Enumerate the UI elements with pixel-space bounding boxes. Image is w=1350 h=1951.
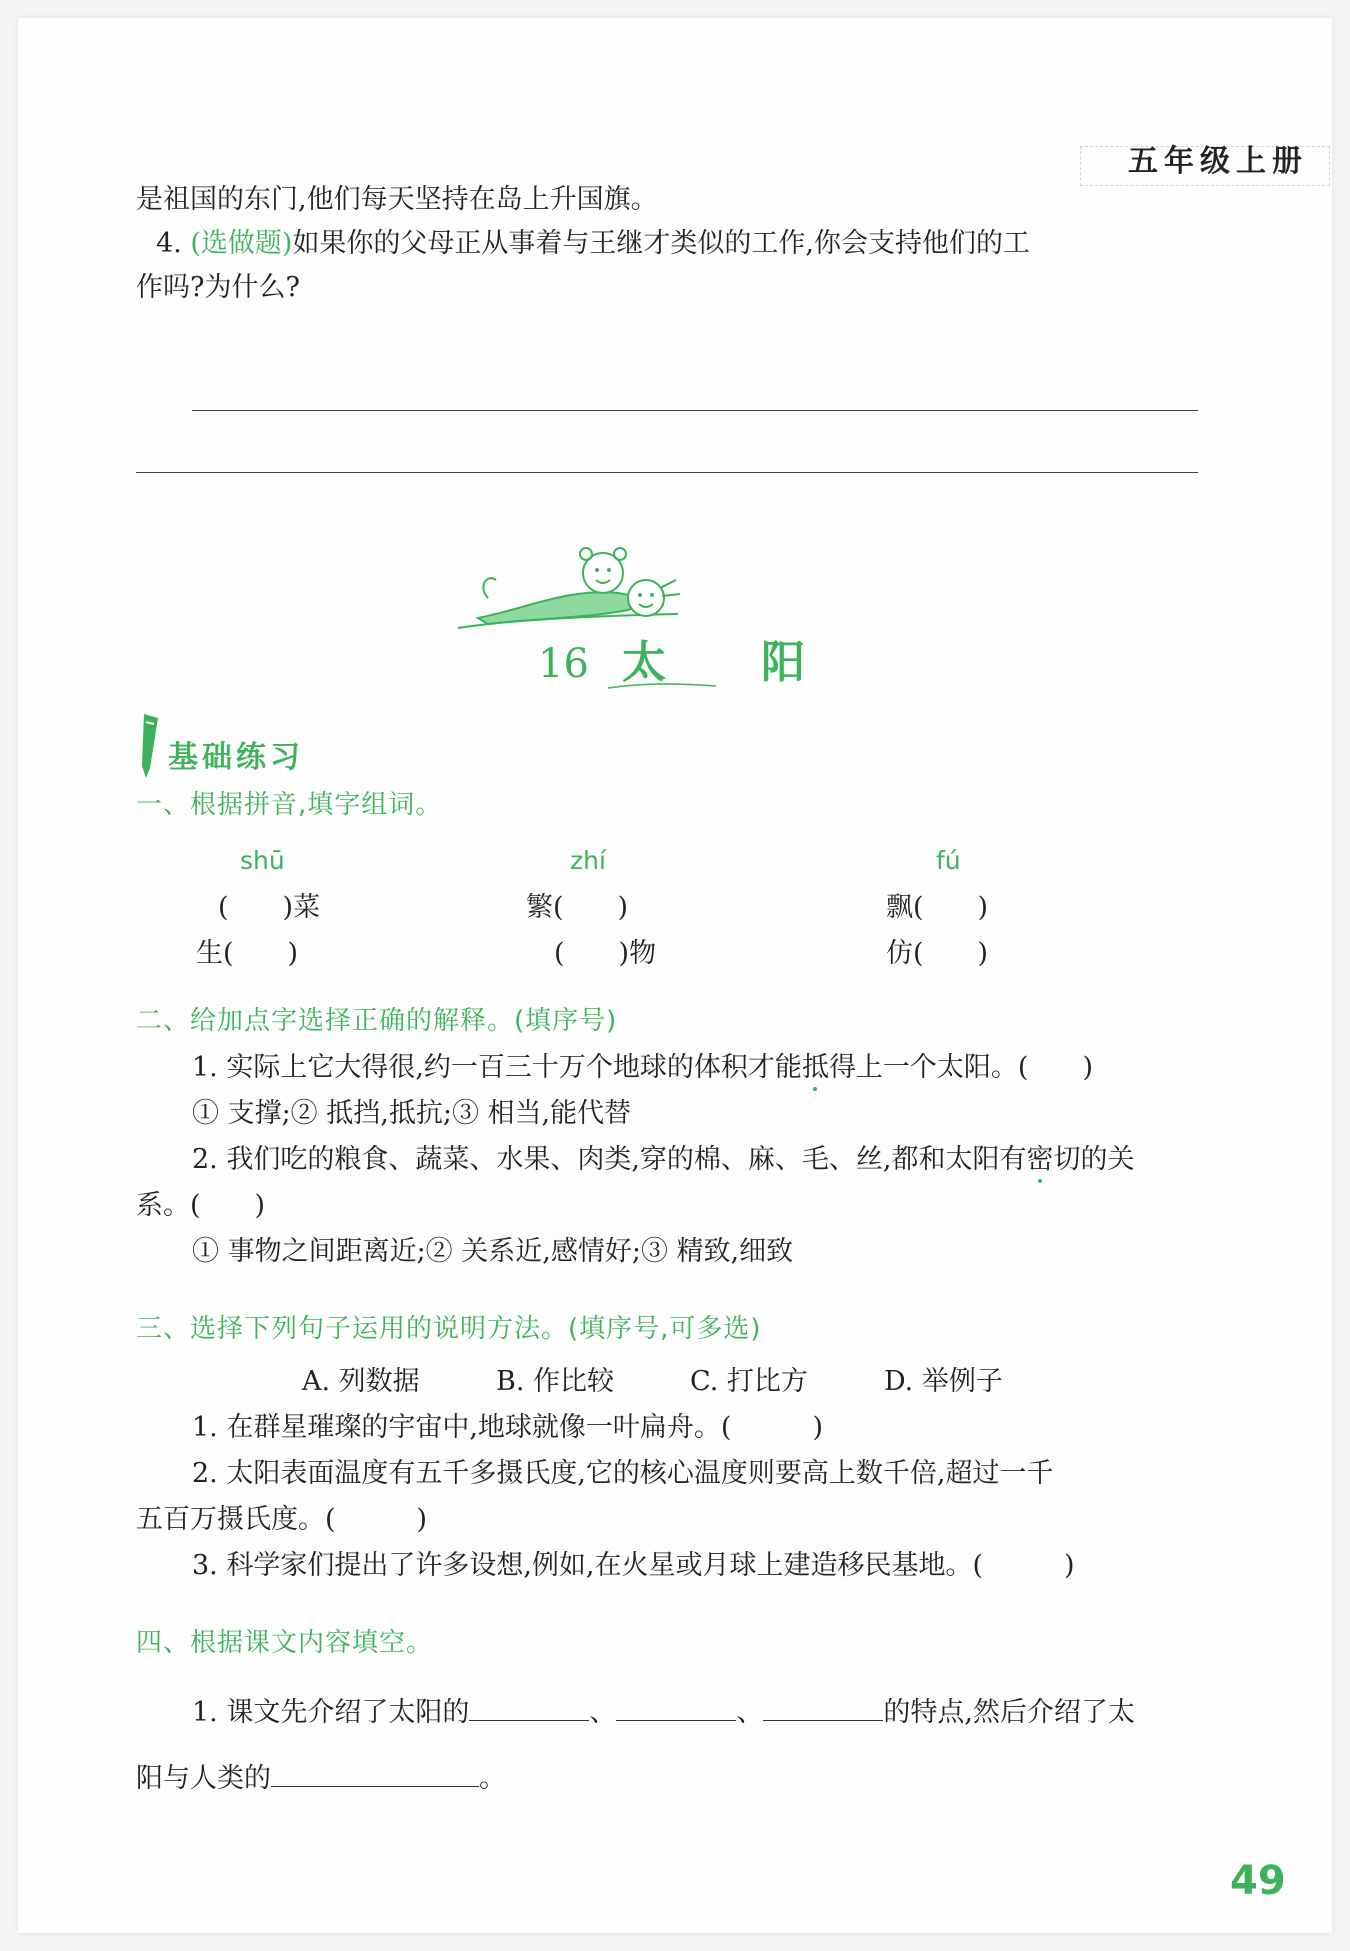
section-3-question-2: 2. 太阳表面温度有五千多摄氏度,它的核心温度则要高上数千倍,超过一千 — [192, 1458, 1054, 1489]
grade-label: 五年级上册 — [1128, 144, 1308, 179]
q-text: 的特点,然后介绍了太 — [883, 1697, 1135, 1728]
pinyin-label: shū — [240, 846, 285, 875]
q-text: 切的关 — [1053, 1144, 1135, 1175]
lesson-title-char: 太 — [622, 637, 666, 688]
lesson-title-char: 阳 — [761, 637, 806, 688]
section-banner: 基础练习 — [168, 740, 304, 775]
prev-question-4 — [156, 230, 1030, 257]
section-3-title: 三、选择下列句子运用的说明方法。(填序号,可多选) — [136, 1314, 762, 1344]
answer-line[interactable] — [192, 410, 1198, 411]
section-1-title: 一、根据拼音,填字组词。 — [136, 790, 443, 820]
section-2-question-2 — [192, 1146, 1135, 1173]
fill-word[interactable]: ( )物 — [554, 938, 657, 969]
method-option-d: D. 举例子 — [884, 1366, 1003, 1397]
pinyin-label: fú — [936, 846, 961, 875]
section-3-question-3[interactable]: 3. 科学家们提出了许多设想,例如,在火星或月球上建造移民基地。( ) — [192, 1550, 1075, 1581]
section-2-question-2-cont[interactable]: 系。( ) — [136, 1190, 266, 1221]
section-4-question-1-cont — [136, 1764, 506, 1792]
fill-word[interactable]: 生( ) — [196, 938, 299, 969]
prev-question-4-cont: 作吗?为什么? — [136, 272, 300, 303]
q4-number: 4. — [156, 228, 182, 259]
fill-word[interactable]: 繁( ) — [526, 892, 629, 923]
q-text: 1. 实际上它大得很,约一百三十万个地球的体积才能 — [192, 1052, 802, 1083]
q-text: 阳与人类的 — [136, 1763, 271, 1794]
section-4-question-1 — [192, 1698, 1135, 1726]
fill-word[interactable]: 仿( ) — [886, 938, 989, 969]
lesson-title — [538, 626, 805, 690]
dotted-char: 密 — [1026, 1144, 1054, 1175]
pen-icon — [136, 712, 166, 780]
optional-tag: (选做题) — [190, 228, 293, 259]
lesson-number: 16 — [538, 641, 589, 687]
workbook-page — [18, 18, 1332, 1933]
period: 。 — [479, 1763, 506, 1794]
section-3-question-2-cont[interactable]: 五百万摄氏度。( ) — [136, 1504, 428, 1535]
fill-word[interactable]: ( )菜 — [218, 892, 321, 923]
fill-word[interactable]: 飘( ) — [886, 892, 989, 923]
answer-line[interactable] — [136, 472, 1198, 473]
q4-text: 如果你的父母正从事着与王继才类似的工作,你会支持他们的工 — [292, 228, 1031, 259]
q-text: 1. 课文先介绍了太阳的 — [192, 1697, 470, 1728]
section-3-question-1[interactable]: 1. 在群星璀璨的宇宙中,地球就像一叶扁舟。( ) — [192, 1412, 823, 1443]
q-text: 得上一个太阳。( ) — [828, 1052, 1094, 1083]
pinyin-label: zhí — [570, 846, 606, 875]
section-2-options-2: ① 事物之间距离近;② 关系近,感情好;③ 精致,细致 — [192, 1236, 794, 1267]
prev-text-line: 是祖国的东门,他们每天坚持在岛上升国旗。 — [136, 184, 658, 215]
separator: 、 — [589, 1697, 617, 1728]
blank-field[interactable] — [271, 1764, 479, 1787]
q-text: 2. 我们吃的粮食、蔬菜、水果、肉类,穿的棉、麻、毛、丝,都和太阳有 — [192, 1144, 1027, 1175]
section-2-title: 二、给加点字选择正确的解释。(填序号) — [136, 1006, 618, 1036]
blank-field[interactable] — [469, 1698, 589, 1721]
blank-field[interactable] — [616, 1698, 736, 1721]
method-option-a: A. 列数据 — [302, 1366, 420, 1397]
separator: 、 — [736, 1697, 764, 1728]
dotted-char: 抵 — [801, 1052, 829, 1083]
section-2-options-1: ① 支撑;② 抵挡,抵抗;③ 相当,能代替 — [192, 1098, 632, 1129]
section-2-question-1 — [192, 1054, 1093, 1081]
page-number: 49 — [1230, 1858, 1286, 1904]
blank-field[interactable] — [763, 1698, 883, 1721]
method-option-c: C. 打比方 — [690, 1366, 808, 1397]
method-option-b: B. 作比较 — [496, 1366, 615, 1397]
section-4-title: 四、根据课文内容填空。 — [136, 1628, 434, 1658]
